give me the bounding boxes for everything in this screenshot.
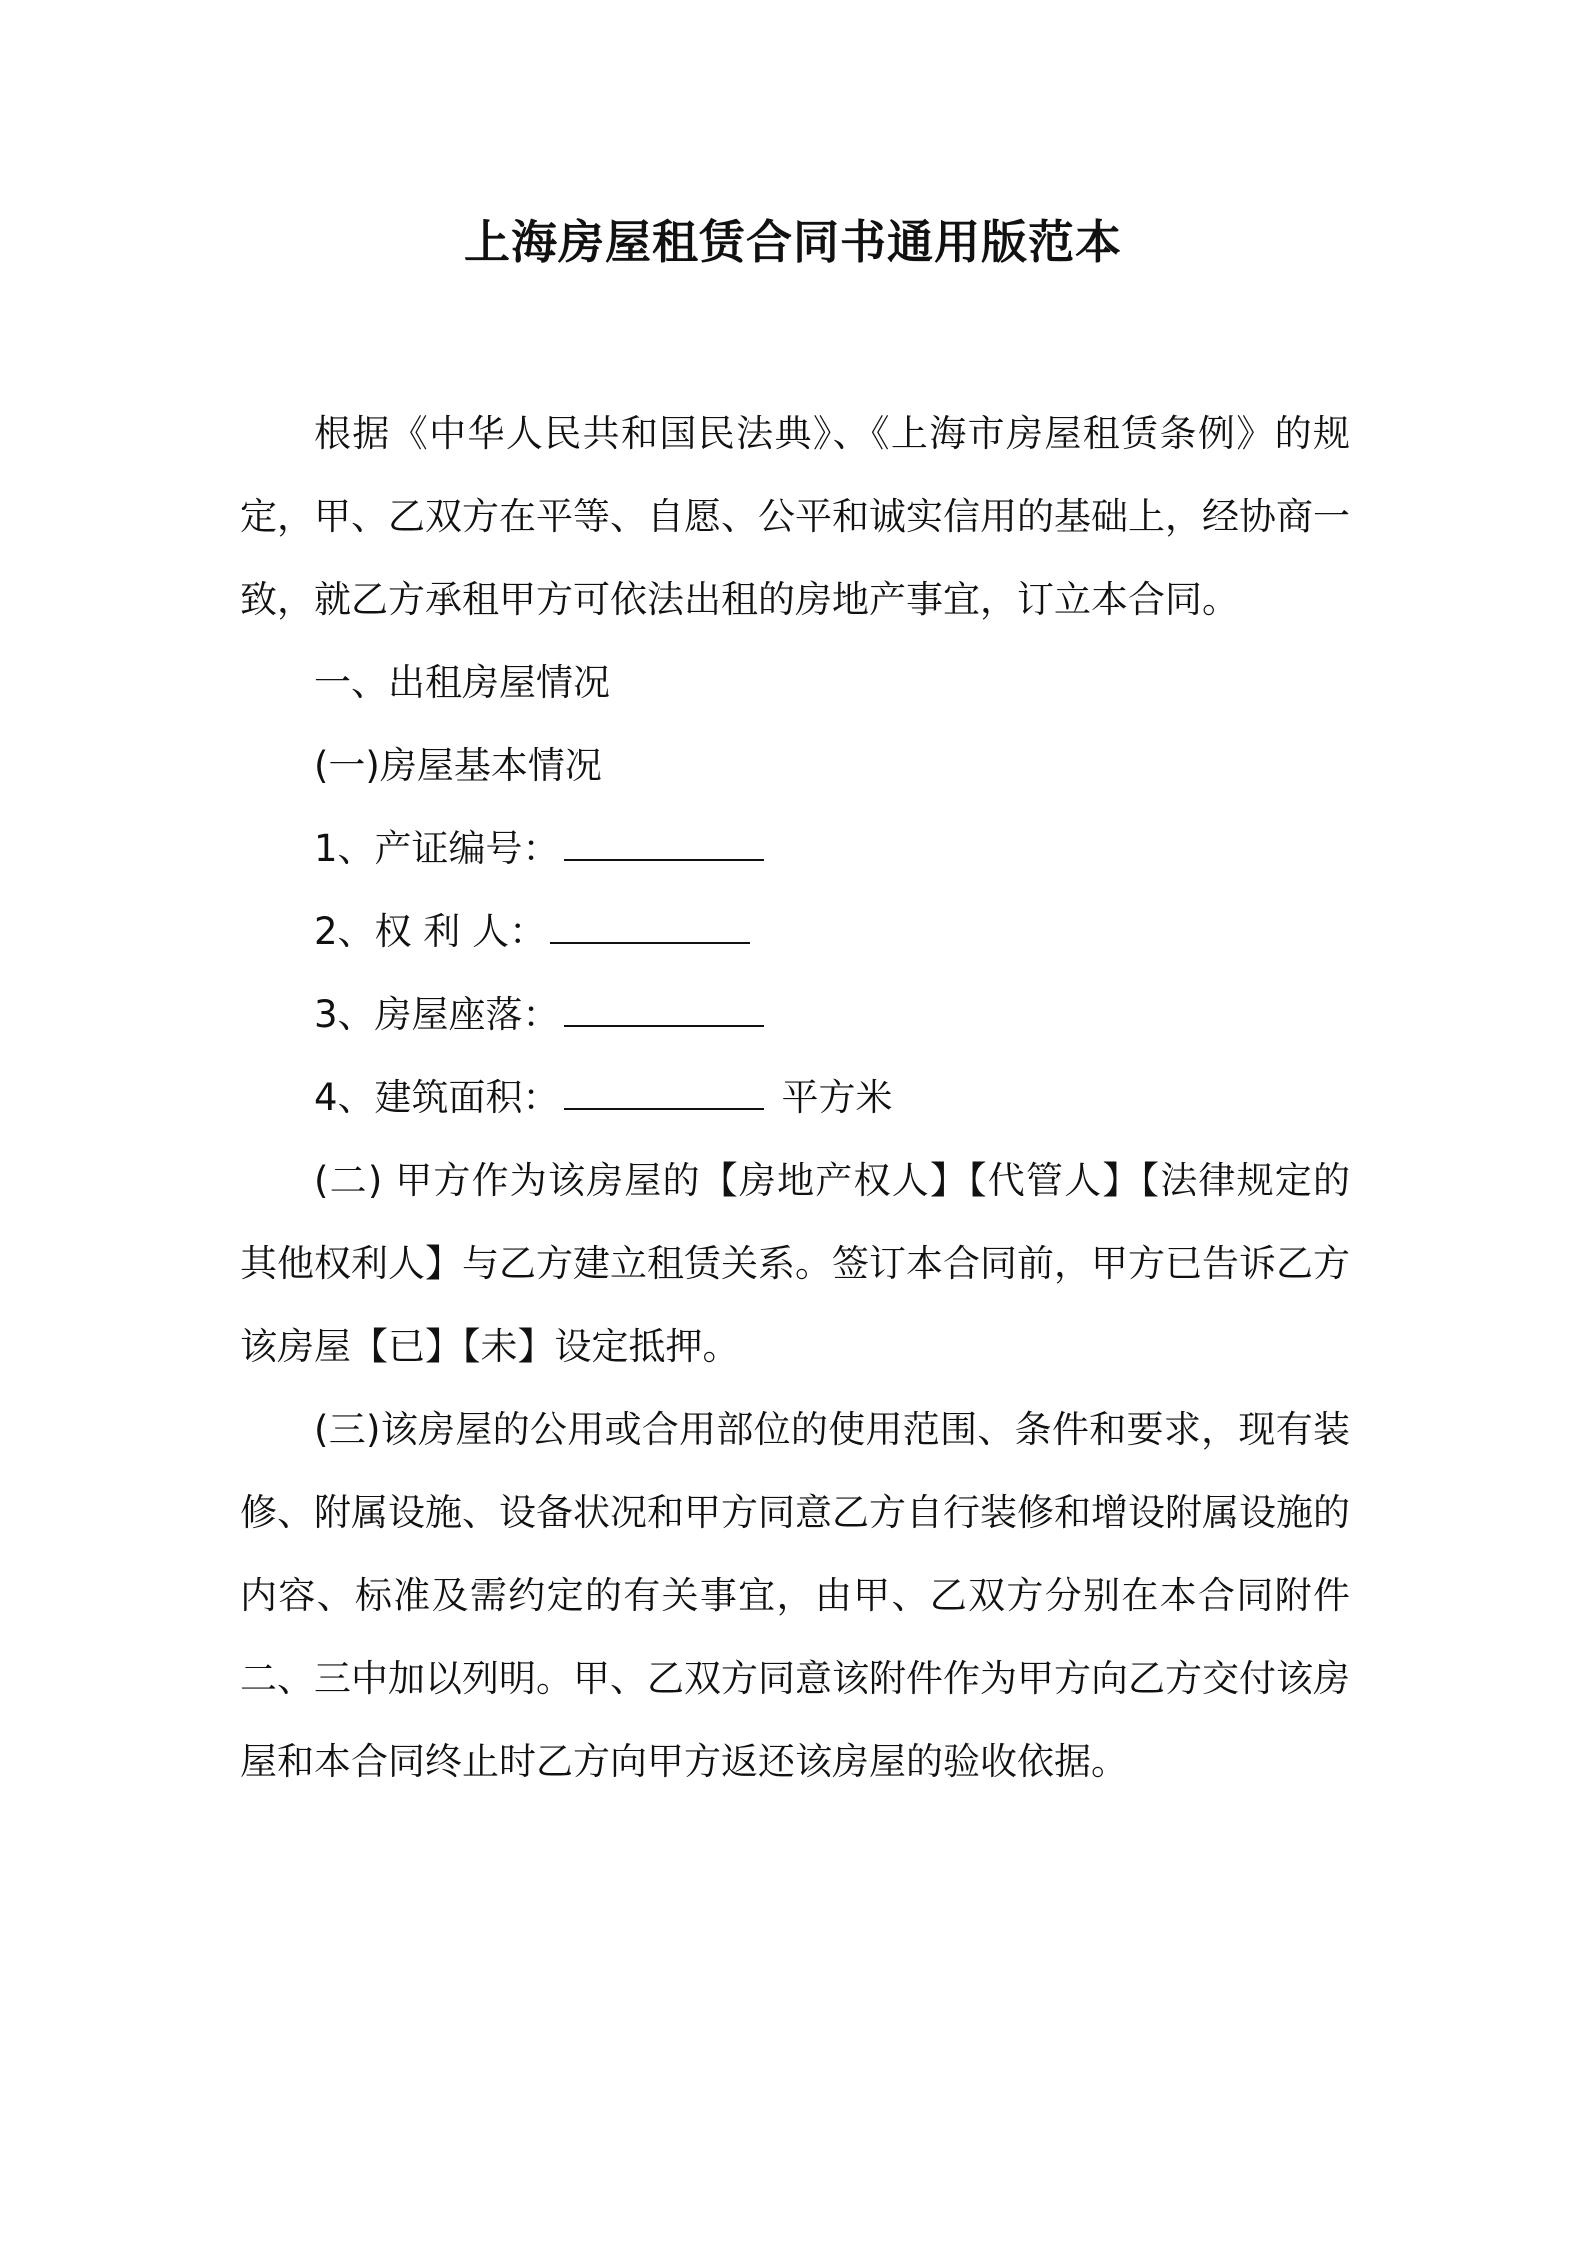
subsection-3-paragraph: (三)该房屋的公用或合用部位的使用范围、条件和要求，现有装修、附属设施、设备状况和甲方同意乙方自行装修和增设附属设施的内容、标准及需约定的有关事宜，由甲、乙双方分别在本合同附件二、三中加以列明。甲、乙双方同意该附件作为甲方向乙方交付该房屋和本合同终止时乙方向甲方返还该房屋的验收依据。 xyxy=(240,1408,1350,1783)
unit-label: 平方米 xyxy=(781,1076,893,1119)
blank-line xyxy=(564,1078,764,1110)
document-body xyxy=(240,392,1350,1803)
intro-paragraph: 根据《中华人民共和国民法典》、《上海市房屋租赁条例》的规定，甲、乙双方在平等、自愿、公平和诚实信用的基础上，经协商一致，就乙方承租甲方可依法出租的房地产事宜，订立本合同。 xyxy=(240,412,1350,621)
blank-line xyxy=(564,829,764,861)
section-heading: 一、出租房屋情况 xyxy=(314,661,610,704)
blank-line xyxy=(550,912,750,944)
field-property-cert-no xyxy=(240,807,1350,890)
subsection-2-paragraph: (二) 甲方作为该房屋的【房地产权人】【代管人】【法律规定的其他权利人】与乙方建立租赁关系。签订本合同前，甲方已告诉乙方该房屋【已】【未】设定抵押。 xyxy=(240,1159,1350,1368)
field-property-location xyxy=(240,973,1350,1056)
document-title: 上海房屋租赁合同书通用版范本 xyxy=(464,215,1122,269)
subsection-heading: (一)房屋基本情况 xyxy=(314,744,602,787)
blank-line xyxy=(564,995,764,1027)
field-label: 3、房屋座落： xyxy=(314,993,560,1036)
field-building-area xyxy=(240,1056,1350,1139)
field-label: 4、建筑面积： xyxy=(314,1076,560,1119)
field-label: 1、产证编号： xyxy=(314,827,560,870)
field-rights-holder xyxy=(240,890,1350,973)
field-label: 2、权 利 人： xyxy=(314,910,547,953)
